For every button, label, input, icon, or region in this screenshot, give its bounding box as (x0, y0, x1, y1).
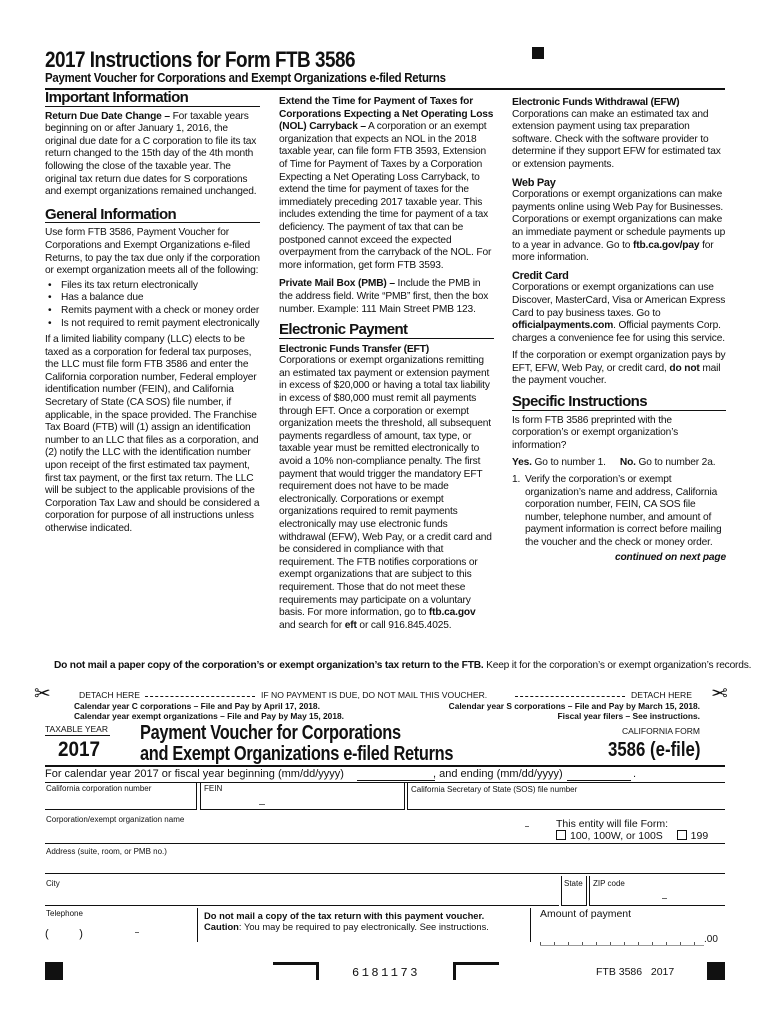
continued-note: continued on next page (614, 551, 726, 563)
webpay-heading: Web Pay (512, 176, 556, 189)
scissors-left-icon: ✂ (34, 683, 51, 705)
webpay-paragraph (512, 189, 726, 265)
webpay-tail: for more information. (512, 239, 714, 264)
field-tick (525, 826, 529, 827)
corp-number-label: California corporation number (46, 784, 152, 793)
zip-separator (662, 898, 667, 899)
footer-registration-right (707, 962, 725, 980)
column-2 (279, 96, 494, 632)
column-1 (45, 90, 260, 536)
credit-body: Corporations or exempt organizations can use Discover, MasterCard, Visa or American Express Card to pay business taxes. Go to (512, 282, 726, 319)
entity-option-100: 100, 100W, or 100S (570, 830, 663, 842)
taxable-year-label: TAXABLE YEAR (45, 724, 108, 734)
fein-field[interactable] (200, 782, 405, 810)
dash (145, 696, 255, 697)
amount-baseline (540, 945, 704, 946)
entity-form-label: This entity will file Form: (556, 818, 669, 830)
page-subtitle-wrap (45, 70, 705, 85)
amount-label: Amount of payment (540, 908, 632, 920)
page-subtitle: Payment Voucher for Corporations and Exempt Organizations e-filed Returns (45, 70, 446, 85)
yes-no-line (512, 457, 726, 470)
electronic-heading: Electronic Payment (279, 324, 494, 339)
specific-heading: Specific Instructions (512, 396, 726, 411)
credit-heading: Credit Card (512, 269, 569, 282)
entity-options (556, 830, 736, 842)
amount-field[interactable] (540, 928, 720, 946)
voucher-title-line-1: Payment Voucher for Corporations (140, 722, 401, 744)
fiscal-due: Fiscal year filers – See instructions. (557, 711, 700, 721)
extend-paragraph (279, 96, 494, 272)
california-form-label: CALIFORNIA FORM (622, 726, 700, 736)
scissors-right-icon: ✂ (711, 683, 728, 705)
due-date-body: For taxable years beginning on or after January 1, 2016, the original due date for a C corporation to file its tax return changed to the 15th day of the 4th month following the close of the taxable year. The original tax return due dates for S corporations and exempt organizations remained unchanged. (45, 110, 257, 198)
llc-paragraph: If a limited liability company (LLC) elects to be taxed as a corporation for federal tax purposes, the LLC must file form FTB 3586 and enter the California corporation number, Federal employer identification number (FEIN), and California Secretary of State (CA SOS) file number, if applicable, in the space provided. The Franchise Tax Board (FTB) will (1) assign an identification number to an LLC that files as a corporation, and (2) notify the LLC with the identification number upon receipt of the first estimated tax payment, first tax payment, or the first tax return. The LLC will be subject to the applicable provisions of the Corporation Tax Law and should be considered a corporation for purpose of all instructions unless otherwise indicated. (45, 334, 260, 534)
eft-body: Corporations or exempt organizations remitting an estimated tax payment or extension payment in excess of $20,000 or having a total tax liability in excess of $80,000 must remit all payments through EFT. Once a corporation or exempt organization meets the threshold, all subsequent payments regardless of amount, tax type, or taxable year must be remitted electronically to avoid a 10% non-compliance penalty. The first payment that would trigger the mandatory EFT requirement does not have to be made electronically. Corporations or exempt organizations required to remit payments electronically may use electronic funds withdrawal (EFW), Web Pay, or a credit card and be considered in compliance with that requirement. The FTB notifies corporations or exempt organizations that are subject to this requirement. Those that do not meet these requirements may participate on a voluntary basis. For more information, go to (279, 355, 492, 619)
list-item: • Files its tax return electronically (45, 280, 260, 293)
detach-left-label: DETACH HERE (79, 690, 140, 700)
step-1-number: 1. (512, 474, 521, 486)
s-corp-due: Calendar year S corporations – File and Pay by March 15, 2018. (448, 701, 700, 711)
eft-heading: Electronic Funds Transfer (EFT) (279, 342, 429, 355)
credit-paragraph (512, 282, 726, 345)
org-name-label: Corporation/exempt organization name (46, 815, 185, 824)
calendar-year-label: For calendar year 2017 or fiscal year beginning (mm/dd/yyyy) (45, 768, 344, 780)
sos-number-label: California Secretary of State (SOS) file number (411, 785, 578, 794)
eft-tail: or call 916.845.4025. (359, 619, 452, 631)
address-label: Address (suite, room, or PMB no.) (46, 847, 167, 856)
zip-field[interactable] (589, 876, 725, 906)
state-field[interactable] (561, 876, 587, 906)
voucher-title (140, 723, 484, 765)
detach-right-label: DETACH HERE (631, 690, 692, 700)
page-title: 2017 Instructions for Form FTB 3586 (45, 47, 355, 72)
step-1-text: Verify the corporation’s or exempt organization’s name and address, California corporation number, FEIN, CA SOS file number, telephone number, and amount of payment information is correct before mailing the voucher and the check or money order. (525, 474, 722, 548)
ending-label: , and ending (mm/dd/yyyy) (433, 768, 563, 780)
corner-mark-left (273, 962, 319, 980)
due-dates-left (74, 701, 344, 721)
footer-form-id: FTB 3586 2017 (596, 966, 675, 978)
fein-label: FEIN (204, 784, 223, 793)
column-3 (512, 96, 726, 564)
voucher-year: 2017 (58, 738, 101, 761)
general-heading: General Information (45, 209, 260, 224)
general-intro: Use form FTB 3586, Payment Voucher for Corporations and Exempt Organizations e-filed Returns, to pay the tax due only if the corporation or exempt organization meets all of the following: (45, 227, 260, 277)
detach-middle-label: IF NO PAYMENT IS DUE, DO NOT MAIL THIS VOUCHER. (261, 690, 488, 700)
warning-tail: Keep it for the corporation’s or exempt organization’s records. (486, 660, 752, 671)
requirements-list (45, 280, 260, 330)
list-item: • Remits payment with a check or money order (45, 305, 260, 318)
entity-option-199: 199 (690, 830, 709, 842)
no-text: Go to number 2a. (638, 457, 716, 469)
checkbox-199[interactable] (677, 830, 687, 840)
credit-note-text: If the corporation or exempt organization pays by EFT, EFW, Web Pay, or credit card, (512, 350, 726, 374)
c-corp-due: Calendar year C corporations – File and Pay by April 17, 2018. (74, 701, 320, 711)
credit-tail: . Official payments Corp. charges a convenience fee for using this service. (512, 320, 725, 344)
extend-heading: Extend the Time for Payment of Taxes for Corporations Expecting a Net Operating Loss (NOL) Carryback – (279, 96, 494, 133)
warning-bold: Do not mail a paper copy of the corporation’s or exempt organization’s tax return to the FTB. (54, 660, 484, 671)
footer-registration-left (45, 962, 63, 980)
list-item: • Is not required to remit payment electronically (45, 318, 260, 331)
voucher-title-line-2: and Exempt Organizations e-filed Returns (140, 743, 454, 765)
efw-body: Corporations can make an estimated tax and extension payment using tax preparation software. Check with the software provider to determine if they support EFW for estimated tax or extension payments. (512, 108, 721, 170)
eft-paragraph (279, 355, 494, 632)
yes-text: Go to number 1. (534, 457, 606, 469)
important-heading: Important Information (45, 92, 260, 107)
extend-body: A corporation or an exempt organization that expects an NOL in the 2018 taxable year, can file form FTB 3593, Extension of Time for Payment of Taxes by a Corporation Expecting a Net Operating Loss Carryback, to extend the time for payment of taxes for the immediately preceding 2017 taxable year. This includes extending the time for payment of a tax deficiency. The payment of tax that can be postponed cannot exceed the expected overpayment from the carryback of the NOL. For more information, get form FTB 3593. (279, 121, 492, 271)
due-dates-right (410, 701, 700, 721)
voucher-rule (45, 765, 725, 767)
credit-note-tail: mail the payment voucher. (512, 362, 721, 387)
checkbox-100[interactable] (556, 830, 566, 840)
no-tax-return-notice: Do not mail a copy of the tax return with this payment voucher. (204, 910, 485, 921)
caution-text: : You may be required to pay electronically. See instructions. (238, 921, 489, 932)
calendar-year-line (45, 768, 725, 782)
phone-separator (135, 932, 139, 933)
credit-note (512, 350, 726, 388)
entity-form-selector (556, 818, 736, 842)
do-not-emphasis: do not (669, 362, 700, 374)
exempt-due: Calendar year exempt organizations – File and Pay by May 15, 2018. (74, 711, 344, 721)
phone-area-code: ( ) (45, 928, 83, 940)
efw-heading: Electronic Funds Withdrawal (EFW) (512, 96, 680, 108)
city-field[interactable] (45, 876, 559, 906)
registration-mark (532, 47, 544, 59)
address-field[interactable] (45, 846, 725, 874)
amount-cents: .00 (704, 934, 718, 945)
specific-question: Is form FTB 3586 preprinted with the corporation’s or exempt organization’s information? (512, 414, 679, 451)
corner-mark-right (453, 962, 499, 980)
ftb-link[interactable]: ftb.ca.gov (428, 607, 476, 619)
fein-separator (259, 804, 265, 805)
webpay-link[interactable]: ftb.ca.gov/pay (632, 239, 700, 251)
dash (515, 696, 625, 697)
pmb-lead: Private Mail Box (PMB) – (279, 278, 395, 290)
eft-keyword: eft (344, 619, 357, 631)
fiscal-end-field[interactable] (567, 780, 631, 781)
period: . (633, 768, 637, 780)
paper-copy-warning (54, 660, 752, 671)
fiscal-begin-field[interactable] (357, 780, 435, 781)
city-label: City (46, 879, 60, 888)
state-label: State (564, 879, 583, 888)
form-number: 3586 (e-file) (608, 739, 701, 761)
corp-number-field[interactable] (45, 782, 197, 810)
telephone-field[interactable] (45, 908, 195, 942)
yes-label: Yes. (512, 457, 532, 469)
eft-search: and search for (279, 619, 343, 631)
caution-line (204, 921, 530, 932)
caution-label: Caution (204, 921, 239, 932)
list-item: • Has a balance due (45, 292, 260, 305)
telephone-label: Telephone (46, 909, 83, 918)
zip-label: ZIP code (593, 879, 625, 888)
official-payments-link[interactable]: officialpayments.com (512, 320, 614, 332)
webpay-body: Corporations or exempt organizations can make payments online using Web Pay for Businesses. Corporations or exempt organizations can make an immediate payment or schedule payments up to a year in advance. Go to (512, 189, 726, 251)
important-text (45, 111, 260, 199)
pmb-body: Include the PMB in the address field. Write “PMB” first, then the box number. Example: 111 Main Street PMB 123. (279, 278, 489, 315)
due-date-lead: Return Due Date Change – (45, 110, 170, 122)
barcode-number: 6181173 (352, 966, 420, 980)
payment-notice (197, 908, 531, 942)
sos-number-field[interactable] (407, 782, 725, 810)
step-1 (512, 474, 726, 550)
no-label: No. (619, 457, 636, 469)
pmb-paragraph (279, 278, 494, 316)
